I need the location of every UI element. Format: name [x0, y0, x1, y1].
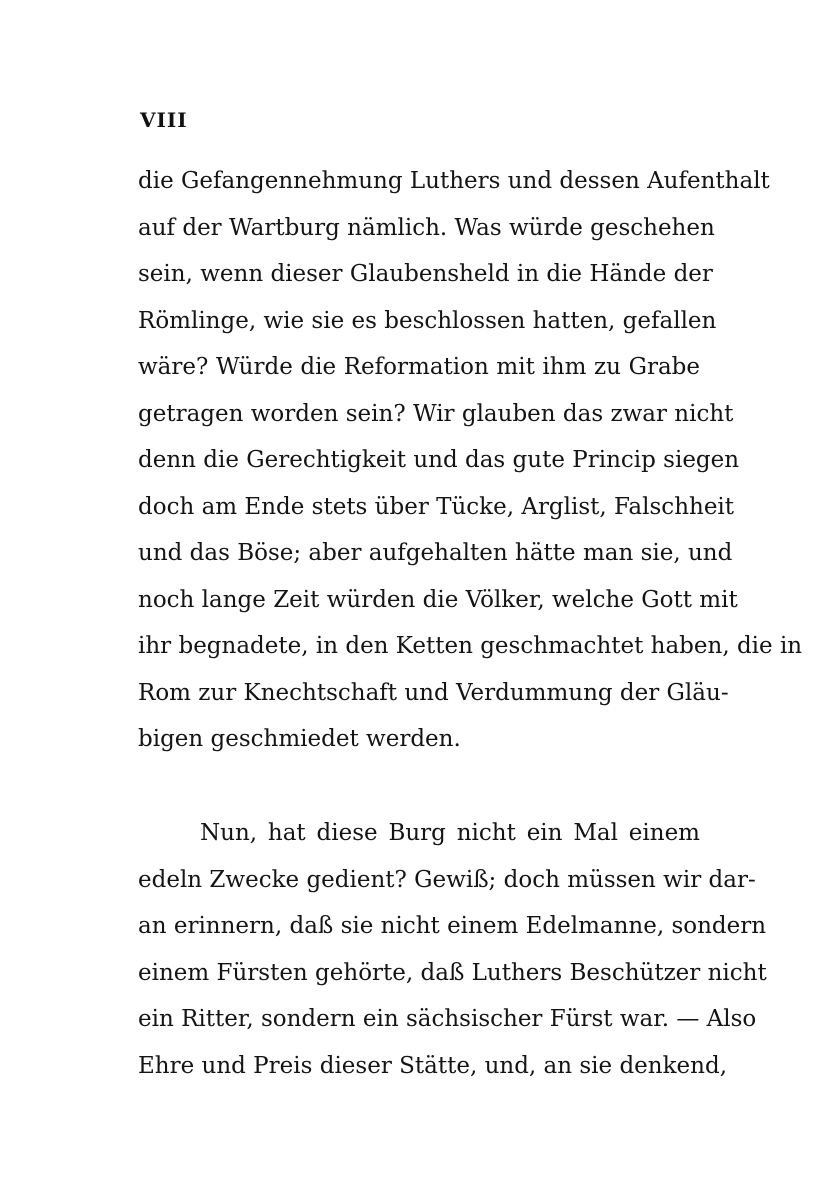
- text-line: denn die Gerechtigkeit und das gute Princip siegen: [138, 447, 740, 473]
- text-line: und das Böse; aber aufgehalten hätte man sie, und: [138, 540, 733, 566]
- text-line: die Gefangennehmung Luthers und dessen Aufenthalt: [138, 168, 770, 194]
- text-line: getragen worden sein? Wir glauben das zwar nicht: [138, 400, 734, 427]
- text-line: Rom zur Knechtschaft und Verdummung der Gläu-: [138, 679, 729, 706]
- text-line: Nun, hat diese Burg nicht ein Mal einem: [200, 820, 700, 846]
- text-line: sein, wenn dieser Glaubensheld in die Hände der: [138, 261, 713, 287]
- page-number: VIII: [140, 108, 188, 132]
- text-line: an erinnern, daß sie nicht einem Edelmanne, sondern: [138, 913, 767, 939]
- text-line: noch lange Zeit würden die Völker, welche Gott mit: [138, 586, 738, 613]
- text-line: Römlinge, wie sie es beschlossen hatten, gefallen: [138, 307, 717, 334]
- text-line: ein Ritter, sondern ein sächsischer Fürst war. — Also: [138, 1006, 757, 1032]
- text-line: ihr begnadete, in den Ketten geschmachtet haben, die in: [138, 633, 803, 659]
- text-line: edeln Zwecke gedient? Gewiß; doch müssen wir dar-: [138, 866, 756, 893]
- paragraph-1: [138, 158, 803, 763]
- paragraph-2: [138, 810, 767, 1089]
- text-line: wäre? Würde die Reformation mit ihm zu Grabe: [138, 354, 700, 380]
- text-line: auf der Wartburg nämlich. Was würde geschehen: [138, 214, 715, 241]
- text-line: einem Fürsten gehörte, daß Luthers Beschützer nicht: [138, 959, 767, 986]
- text-line: Ehre und Preis dieser Stätte, und, an sie denkend,: [138, 1052, 728, 1079]
- text-line: doch am Ende stets über Tücke, Arglist, Falschheit: [138, 493, 735, 520]
- text-line: bigen geschmiedet werden.: [138, 726, 461, 752]
